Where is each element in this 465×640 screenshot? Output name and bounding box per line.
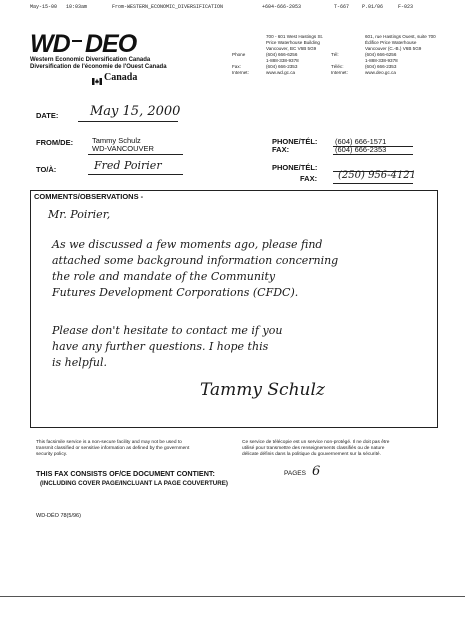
logo-divider bbox=[72, 40, 82, 42]
address-line: Téléc: (604) 666-2353 bbox=[331, 64, 397, 69]
comments-label: COMMENTS/OBSERVATIONS - bbox=[34, 192, 144, 201]
address-fr bbox=[331, 34, 436, 76]
address-line: Internet: www.deo.gc.ca bbox=[331, 70, 396, 75]
pages-label: PAGES bbox=[284, 470, 306, 477]
address-line: Vancouver (C.-B.) V6B 5G9 bbox=[365, 46, 422, 51]
from-label: FROM/DE: bbox=[36, 138, 74, 147]
to-phone-label: PHONE/TÉL: bbox=[272, 163, 318, 172]
from-underline bbox=[88, 154, 183, 155]
fax-underline bbox=[333, 154, 413, 155]
comment-line: have any further questions. I hope this bbox=[52, 340, 269, 353]
fax-header-job: T-667 bbox=[334, 4, 350, 10]
address-line: Édifice Price Waterhouse bbox=[365, 40, 417, 45]
fax-consists-label: THIS FAX CONSISTS OF/CE DOCUMENT CONTIENT: bbox=[36, 469, 215, 478]
address-line: Tél: (604) 666-6256 bbox=[331, 52, 397, 57]
address-line: 1-888-338-9378 bbox=[365, 58, 398, 63]
fax-header-ref: F-023 bbox=[398, 4, 414, 10]
from-name: Tammy Schulz bbox=[92, 136, 141, 145]
fax-header-number: +604-666-2053 bbox=[262, 4, 302, 10]
org-name-fr: Diversification de l'économie de l'Ouest Canada bbox=[30, 64, 167, 70]
to-fax-value: (250) 956-4121 bbox=[338, 170, 416, 181]
address-line: 601, rue Hastings Ouest, suite 700 bbox=[365, 34, 436, 39]
phone-value: (604) 666-1571 bbox=[335, 137, 387, 146]
including-cover-label: (INCLUDING COVER PAGE/INCLUANT LA PAGE COUVERTURE) bbox=[40, 480, 228, 487]
comment-line: the role and mandate of the Community bbox=[52, 270, 276, 283]
address-line: Vancouver, BC V6B 5G9 bbox=[266, 46, 317, 51]
to-fax-underline bbox=[333, 183, 413, 184]
phone-label: PHONE/TÉL: bbox=[272, 137, 318, 146]
fax-header-time: 10:03am bbox=[66, 4, 88, 10]
to-fax-label: FAX: bbox=[300, 174, 318, 183]
fax-value: (604) 666-2353 bbox=[335, 145, 387, 154]
fax-header-pages: P.01/06 bbox=[362, 4, 384, 10]
disclaimer-fr: Ce service de télécopie est un service non-protégé. Il ne doit pas être utilisé pour transmettre des renseignements classifiés ou de nature délicate définis dans la politique du gouvernement sur la sécurité. bbox=[242, 440, 390, 457]
pages-value: 6 bbox=[312, 464, 321, 479]
disclaimer-en: This facsimile service is a non-secure facility and may not be used to transmit classified or sensitive information as defined by the government security policy. bbox=[36, 440, 190, 457]
comment-line: Please don't hesitate to contact me if you bbox=[52, 324, 283, 337]
to-label: TO/À: bbox=[36, 165, 57, 174]
comment-line: Mr. Poirier, bbox=[48, 208, 111, 221]
signature: Tammy Schulz bbox=[200, 380, 325, 400]
date-value: May 15, 2000 bbox=[90, 104, 181, 119]
address-line: 700 - 601 West Hastings St. bbox=[266, 34, 324, 39]
org-name-en: Western Economic Diversification Canada bbox=[30, 57, 151, 63]
form-code: WD-DÉO 78(5/96) bbox=[36, 513, 81, 519]
page-bottom-line bbox=[0, 596, 465, 597]
comment-line: attached some background information concerning bbox=[52, 254, 339, 267]
address-line: 1-888-338-9378 bbox=[266, 58, 299, 63]
wd-logo: WD bbox=[30, 30, 70, 58]
deo-logo: DEO bbox=[85, 30, 137, 58]
date-label: DATE: bbox=[36, 111, 59, 120]
canada-wordmark: Canada bbox=[104, 72, 138, 83]
comment-line: As we discussed a few moments ago, please find bbox=[52, 238, 323, 251]
from-office: WD-VANCOUVER bbox=[92, 144, 154, 153]
address-line: Internet: www.wd.gc.ca bbox=[232, 70, 296, 75]
address-line: Fax: (604) 666-2353 bbox=[232, 64, 298, 69]
date-underline bbox=[78, 121, 178, 122]
comment-line: is helpful. bbox=[52, 356, 107, 369]
address-en bbox=[232, 34, 323, 76]
address-line: Phone (604) 666-6256 bbox=[232, 52, 298, 57]
to-underline bbox=[88, 174, 183, 175]
fax-header-date: May-15-00 bbox=[30, 4, 58, 10]
address-line: Price Waterhouse Building bbox=[266, 40, 320, 45]
to-value: Fred Poirier bbox=[94, 159, 162, 172]
canada-flag-icon bbox=[92, 73, 102, 82]
comment-line: Futures Development Corporations (CFDC). bbox=[52, 286, 299, 299]
fax-label: FAX: bbox=[272, 145, 290, 154]
fax-header-from: From-WESTERN_ECONOMIC_DIVERSIFICATION bbox=[112, 4, 224, 10]
